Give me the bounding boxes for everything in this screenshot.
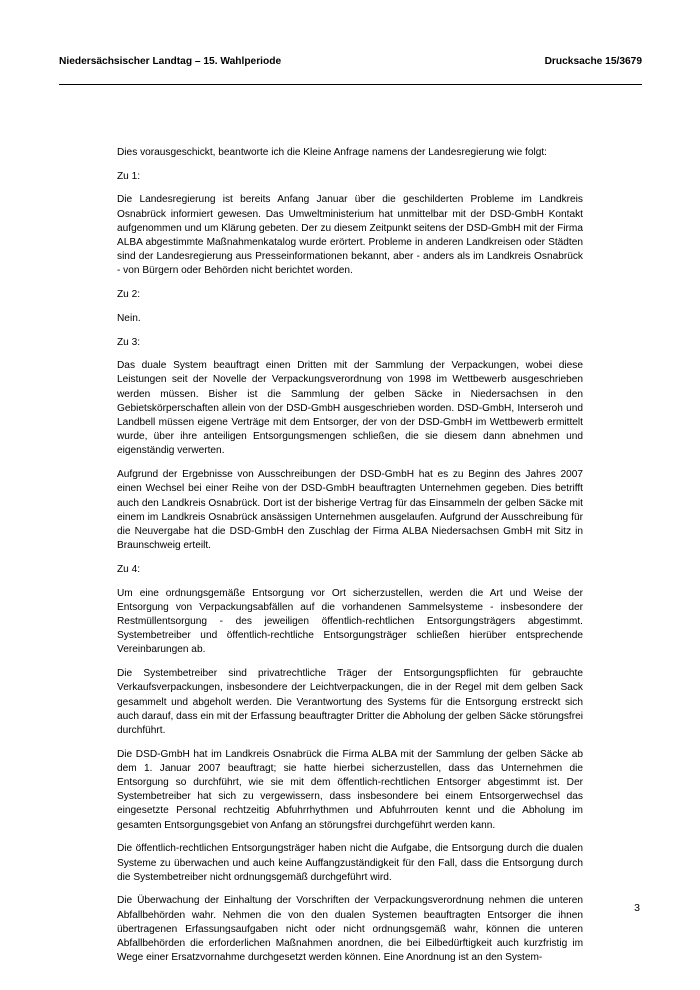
answer-4-paragraph-c: Die DSD-GmbH hat im Landkreis Osnabrück die Firma ALBA mit der Sammlung der gelben Säcke ab dem 1. Januar 2007 beauftragt; sie hatte hierbei sicherzustellen, dass das Unternehmen die Entsorgung so durchführt, wie sie mit dem öffentlich-rechtlichen Entsorger abgestimmt ist. Der Systembetreiber hat sich zu vergewissern, dass insbesondere bei einem Entsorgerwechsel das eingesetzte Personal rechtzeitig Abfuhrrhythmen und Abfuhrrouten kennt und die Abholung im gesamten Entsorgungsgebiet von Anfang an störungsfrei durchgeführt werden kann. xyxy=(117,748,583,831)
document-body xyxy=(117,146,583,975)
section-heading-1: Zu 1: xyxy=(117,170,141,182)
answer-4-paragraph-a: Um eine ordnungsgemäße Entsorgung vor Ort sicherzustellen, werden die Art und Weise der Entsorgung von Verpackungsabfällen auf die vorhandenen Sammelsysteme - insbesondere der Restmüllentsorgung - des jeweiligen öffentlich-rechtlichen Entsorgungsträgers abgestimmt. Systembetreiber und öffentlich-rechtliche Entsorgungsträger schließen hierüber entsprechende Vereinbarungen ab. xyxy=(117,587,583,656)
section-heading-3: Zu 3: xyxy=(117,336,141,348)
header-divider xyxy=(59,84,642,85)
answer-3-paragraph-b: Aufgrund der Ergebnisse von Ausschreibungen der DSD-GmbH hat es zu Beginn des Jahres 2007 einen Wechsel bei einer Reihe von der DSD-GmbH beauftragten Unternehmen gegeben. Dies betrifft auch den Landkreis Osnabrück. Dort ist der bisherige Vertrag für das Einsammeln der gelben Säcke mit einem im Landkreis Osnabrück ansässigen Unternehmen ausgelaufen. Aufgrund der Ausschreibung für die Neuvergabe hat die DSD-GmbH den Zuschlag der Firma ALBA Niedersachsen GmbH mit Sitz in Braunschweig erteilt. xyxy=(117,469,583,552)
intro-paragraph: Dies vorausgeschickt, beantworte ich die Kleine Anfrage namens der Landesregierung wie folgt: xyxy=(117,147,548,158)
answer-4-paragraph-b: Die Systembetreiber sind privatrechtliche Träger der Entsorgungspflichten für gebrauchte Verkaufsverpackungen, insbesondere der Leichtverpackungen, die in der Regel mit dem gelben Sack gesammelt und abgeholt werden. Die Verantwortung des Systems für die Entsorgung erstreckt sich auch darauf, dass ein mit der Erfassung beauftragter Dritter die Abholung der gelben Säcke störungsfrei durchführt. xyxy=(117,668,583,736)
answer-3-paragraph-a: Das duale System beauftragt einen Dritten mit der Sammlung der Verpackungen, wobei diese Leistungen seit der Novelle der Verpackungsverordnung von 1998 im Wettbewerb ausgeschrieben werden müssen. Bisher ist die Sammlung der gelben Säcke in Niedersachsen in den Gebietskörperschaften allein von der DSD-GmbH ausgeschrieben worden. DSD-GmbH, Interseroh und Landbell müssen eigene Verträge mit dem Entsorger, der von der DSD-GmbH im Wettbewerb ermittelt wurde, über ihre anteiligen Entsorgungsmengen schließen, die sie diesem dann abnehmen und eigenständig verwerten. xyxy=(117,360,583,457)
answer-1-paragraph: Die Landesregierung ist bereits Anfang Januar über die geschilderten Probleme im Landkreis Osnabrück informiert gewesen. Das Umweltministerium hat unmittelbar mit der DSD-GmbH Kontakt aufgenommen und um Klärung gebeten. Der zu diesem Zeitpunkt seitens der DSD-GmbH mit der Firma ALBA abgestimmte Maßnahmenkatalog wurde erörtert. Probleme in anderen Landkreisen oder Städten sind der Landesregierung aus Presseinformationen bekannt, aber - anders als im Landkreis Osnabrück - von Bürgern oder Behörden nicht berichtet worden. xyxy=(117,194,583,277)
header-document-number: Drucksache 15/3679 xyxy=(544,56,642,67)
page-number: 3 xyxy=(634,902,640,914)
answer-4-paragraph-d: Die öffentlich-rechtlichen Entsorgungsträger haben nicht die Aufgabe, die Entsorgung durch die dualen Systeme zu überwachen und auch keine Auffangzuständigkeit für den Fall, dass die Entsorgung durch die Systembetreiber nicht ordnungsgemäß durchgeführt wird. xyxy=(117,843,583,883)
header-title: Niedersächsischer Landtag – 15. Wahlperiode xyxy=(59,56,282,67)
section-heading-4: Zu 4: xyxy=(117,563,141,575)
answer-4-paragraph-e: Die Überwachung der Einhaltung der Vorschriften der Verpackungsverordnung nehmen die unteren Abfallbehörden wahr. Nehmen die von den dualen Systemen beauftragten Entsorger die ihnen übertragenen Erfassungsaufgaben nicht oder nicht ordnungsgemäß wahr, können die unteren Abfallbehörden die erforderlichen Maßnahmen anordnen, die bei Eilbedürftigkeit auch kurzfristig im Wege einer Ersatzvornahme durchgesetzt werden können. Eine Anordnung ist an den System- xyxy=(117,895,583,964)
section-heading-2: Zu 2: xyxy=(117,289,141,301)
answer-2-paragraph: Nein. xyxy=(117,312,141,324)
